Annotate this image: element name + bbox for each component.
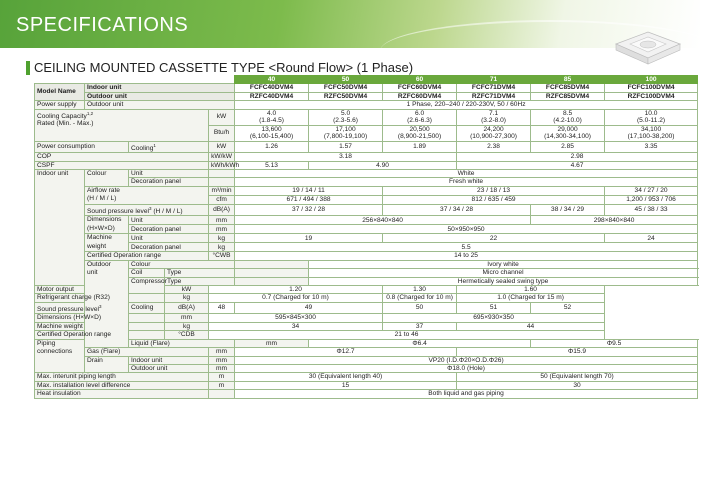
power-value: 3.35 [605, 141, 698, 153]
indoor-colour-value: White [235, 170, 698, 178]
weight-value: 19 [235, 234, 383, 243]
indoor-colour-unit-row [35, 170, 698, 178]
power-value: 1.26 [235, 141, 309, 153]
indoor-model: FCFC100DVM4 [605, 84, 698, 92]
refrigerant-value: 0.8 (Charged for 10 m) [383, 294, 457, 302]
max-piping-row [35, 373, 698, 381]
heat-insulation-row [35, 390, 698, 398]
deco-panel-label: Decoration panel [129, 243, 209, 252]
header-banner [0, 0, 700, 48]
unit-cdb: °CDB [165, 331, 209, 339]
outdoor-cert-row [35, 331, 698, 339]
capacity-btu: 17,100 (7,800-19,100) [309, 125, 383, 141]
heading-accent-bar [26, 61, 30, 75]
unit-kw: kW [209, 141, 235, 153]
panel-dim-value: 50×950×950 [235, 225, 698, 234]
outdoor-weight-row [35, 322, 698, 330]
airflow-cfm-value: 671 / 494 / 388 [235, 195, 383, 204]
unit-mm: mm [165, 314, 209, 322]
capacity-header-row [35, 76, 698, 84]
machine-weight-label: Machine weight [85, 234, 129, 252]
refrigerant-label: Refrigerant charge (R32) [35, 294, 165, 302]
cop-row [35, 153, 698, 161]
power-supply-value: 1 Phase, 220–240 / 220-230V, 50 / 60Hz [235, 101, 698, 109]
coil-label: Coil [129, 269, 165, 277]
capacity-btu: 13,600 (6,100-15,400) [235, 125, 309, 141]
outdoor-dim-value: 595×845×300 [209, 314, 383, 322]
unit-label: Unit [129, 234, 209, 243]
outdoor-unit-group-label: Outdoor unit [85, 260, 129, 347]
motor-output-label: Motor output [35, 286, 129, 294]
indoor-spl-label: Sound pressure level$^3$ (H / M / L) [85, 204, 209, 216]
indoor-model: FCFC40DVM4 [235, 84, 309, 92]
unit-mm: mm [209, 225, 235, 234]
indoor-model: FCFC50DVM4 [309, 84, 383, 92]
outdoor-weight-value: 37 [383, 322, 457, 330]
capacity-btu: 29,000 (14,300-34,100) [531, 125, 605, 141]
unit-mm: mm [209, 356, 235, 364]
spl-value: 37 / 34 / 28 [383, 204, 531, 216]
airflow-value: 19 / 14 / 11 [235, 186, 383, 195]
deco-panel-label: Decoration panel [129, 225, 209, 234]
drain-outdoor-row [35, 364, 698, 372]
weight-value: 24 [605, 234, 698, 243]
drain-indoor-row [35, 356, 698, 364]
capacity-kw: 6.0 (2.6-6.3) [383, 109, 457, 125]
indoor-model: FCFC60DVM4 [383, 84, 457, 92]
outdoor-spl-value: 52 [531, 302, 605, 314]
unit-cfm: cfm [209, 195, 235, 204]
power-value: 1.89 [383, 141, 457, 153]
unit-dba: dB(A) [165, 302, 209, 314]
gas-value: Φ15.9 [457, 348, 698, 356]
cap-header: 50 [309, 76, 383, 84]
motor-value: 1.60 [457, 286, 605, 294]
unit-label: Unit [129, 170, 209, 178]
indoor-unit-group-label: Indoor unit [35, 170, 85, 286]
outdoor-model: RZFC71DVM4 [457, 92, 531, 100]
cap-header: 60 [383, 76, 457, 84]
outdoor-model-row [35, 92, 698, 100]
heat-insulation-label: Heat insulation [35, 390, 209, 398]
outdoor-spl-value: 51 [457, 302, 531, 314]
dims-label: Dimensions (H×W×D) [85, 216, 129, 234]
unit-mm: mm [235, 339, 309, 347]
power-value: 2.85 [531, 141, 605, 153]
outdoor-spl-row [35, 302, 698, 314]
outdoor-model: RZFC50DVM4 [309, 92, 383, 100]
indoor-cert-row [35, 252, 698, 260]
indoor-dim-panel-row [35, 225, 698, 234]
outdoor-dim-value: 695×930×350 [383, 314, 605, 322]
outdoor-model: RZFC85DVM4 [531, 92, 605, 100]
cspf-unit: kWh/kWh [209, 161, 235, 169]
unit-label: Unit [129, 216, 209, 225]
airflow-label: Airflow rate (H / M / L) [85, 186, 209, 204]
panel-weight-value: 5.5 [235, 243, 698, 252]
outdoor-dims-label: Dimensions (H×W×D) [35, 314, 165, 322]
cooling-label: Cooling [129, 302, 165, 314]
power-consumption-label: Power consumption [35, 141, 129, 153]
airflow-cfm-value: 812 / 635 / 459 [383, 195, 605, 204]
capacity-btu: 20,500 (8,900-21,500) [383, 125, 457, 141]
compressor-label: Compressor [129, 277, 165, 294]
max-piping-value: 30 (Equivalent length 40) [235, 373, 457, 381]
cspf-value: 4.67 [457, 161, 698, 169]
outdoor-spl-value: 49 [235, 302, 383, 314]
drain-indoor-label: Indoor unit [129, 356, 209, 364]
max-level-value: 30 [457, 381, 698, 389]
gas-value: Φ12.7 [235, 348, 457, 356]
liquid-label: Liquid (Flare) [129, 339, 235, 347]
cert-range-value: 14 to 25 [235, 252, 698, 260]
capacity-kw: 8.5 (4.2-10.0) [531, 109, 605, 125]
unit-mm: mm [209, 216, 235, 225]
unit-kg: kg [209, 234, 235, 243]
unit-m: m [209, 381, 235, 389]
drain-outdoor-value: Φ18.0 (Hole) [235, 364, 698, 372]
cap-header: 40 [235, 76, 309, 84]
gas-label: Gas (Flare) [85, 348, 209, 356]
outdoor-model: RZFC100DVM4 [605, 92, 698, 100]
power-value: 2.38 [457, 141, 531, 153]
unit-mm: mm [209, 364, 235, 372]
cooling-capacity-kw-row [35, 109, 698, 125]
indoor-model: FCFC85DVM4 [531, 84, 605, 92]
spl-value: 45 / 38 / 33 [605, 204, 698, 216]
unit-kg: kg [209, 243, 235, 252]
cspf-row [35, 161, 698, 169]
dim-value: 298×840×840 [531, 216, 698, 225]
cop-value: 2.98 [457, 153, 698, 161]
outdoor-model: RZFC60DVM4 [383, 92, 457, 100]
dim-value: 256×840×840 [235, 216, 531, 225]
indoor-spl-row [35, 204, 698, 216]
outdoor-cert-value: 21 to 46 [209, 331, 605, 339]
indoor-weight-unit-row [35, 234, 698, 243]
unit-cwb: °CWB [209, 252, 235, 260]
liquid-value: Φ6.4 [309, 339, 531, 347]
drain-indoor-value: VP20 (I.D.Φ20×O.D.Φ26) [235, 356, 698, 364]
cspf-label: CSPF [35, 161, 209, 169]
spec-table [34, 75, 698, 399]
outdoor-colour-label: Colour [129, 260, 235, 268]
unit-kg: kg [165, 294, 209, 302]
piping-group-label: Piping connections [35, 339, 85, 373]
compressor-type-row [35, 277, 698, 285]
power-consumption-sub: Cooling$^1$ [129, 141, 209, 153]
unit-m: m [209, 373, 235, 381]
power-consumption-row [35, 141, 698, 153]
unit-btu: Btu/h [209, 125, 235, 141]
liquid-row [35, 339, 698, 347]
refrigerant-value: 1.0 (Charged for 15 m) [457, 294, 605, 302]
indoor-model: FCFC71DVM4 [457, 84, 531, 92]
outdoor-spl-value: 48 [209, 302, 235, 314]
airflow-cfm-value: 1,200 / 953 / 706 [605, 195, 698, 204]
cassette-unit-image [612, 26, 684, 70]
max-piping-label: Max. interunit piping length [35, 373, 209, 381]
unit-m3min: m³/min [209, 186, 235, 195]
drain-label: Drain [85, 356, 129, 373]
outdoor-weight-value: 44 [457, 322, 605, 330]
outdoor-spl-value: 50 [383, 302, 457, 314]
outdoor-cert-label: Certified Operation range [35, 331, 165, 339]
spl-value: 37 / 32 / 28 [235, 204, 383, 216]
unit-kw: kW [165, 286, 209, 294]
cooling-capacity-label: Cooling Capacity$^{1,2}$ Rated (Min. - Max.) [35, 109, 209, 141]
outdoor-model: RZFC40DVM4 [235, 92, 309, 100]
capacity-kw: 7.1 (3.2-8.0) [457, 109, 531, 125]
model-name-label: Model Name [35, 84, 85, 101]
indoor-weight-panel-row [35, 243, 698, 252]
power-value: 1.57 [309, 141, 383, 153]
max-piping-value: 50 (Equivalent length 70) [457, 373, 698, 381]
outdoor-spl-label: Sound pressure level$^3$ [35, 302, 129, 314]
motor-value: 1.20 [209, 286, 383, 294]
power-supply-row [35, 101, 698, 109]
heat-insulation-value: Both liquid and gas piping [235, 390, 698, 398]
outdoor-weight-label: Machine weight [35, 322, 165, 330]
refrigerant-row [35, 294, 698, 302]
coil-row [35, 269, 698, 277]
airflow-value: 34 / 27 / 20 [605, 186, 698, 195]
unit-kw: kW [209, 109, 235, 125]
unit-mm: mm [209, 348, 235, 356]
cspf-value: 5.13 [235, 161, 309, 169]
refrigerant-value: 0.7 (Charged for 10 m) [209, 294, 383, 302]
outdoor-unit-label: Outdoor unit [85, 92, 235, 100]
banner-title: SPECIFICATIONS [16, 14, 189, 36]
capacity-kw: 10.0 (5.0-11.2) [605, 109, 698, 125]
colour-label: Colour [85, 170, 129, 187]
cop-value: 3.18 [235, 153, 457, 161]
airflow-value: 23 / 18 / 13 [383, 186, 605, 195]
capacity-kw: 4.0 (1.8-4.5) [235, 109, 309, 125]
drain-outdoor-label: Outdoor unit [129, 364, 209, 372]
airflow-m3-row [35, 186, 698, 195]
indoor-colour-panel-row [35, 178, 698, 186]
type-label: Type [165, 269, 235, 277]
section-title: CEILING MOUNTED CASSETTE TYPE <Round Flow> (1 Phase) [34, 60, 414, 75]
unit-kg: kg [165, 322, 209, 330]
cert-range-label: Certified Operation range [85, 252, 209, 260]
outdoor-dims-row [35, 314, 698, 322]
cop-unit: kW/kW [209, 153, 235, 161]
cop-label: COP [35, 153, 209, 161]
max-level-label: Max. installation level difference [35, 381, 209, 389]
type-label: Type [165, 277, 235, 285]
cap-header: 71 [457, 76, 531, 84]
capacity-kw: 5.0 (2.3-5.6) [309, 109, 383, 125]
outdoor-weight-value: 34 [209, 322, 383, 330]
spl-value: 38 / 34 / 29 [531, 204, 605, 216]
compressor-value: Hermetically sealed swing type [309, 277, 698, 285]
capacity-btu: 34,100 (17,100-38,200) [605, 125, 698, 141]
deco-panel-label: Decoration panel [129, 178, 209, 186]
indoor-unit-label: Indoor unit [85, 84, 235, 92]
cap-header: 100 [605, 76, 698, 84]
power-supply-label: Power supply [35, 101, 85, 109]
indoor-model-row [35, 84, 698, 92]
outdoor-colour-value: Ivory white [309, 260, 698, 268]
unit-dba: dB(A) [209, 204, 235, 216]
liquid-value: Φ9.5 [531, 339, 698, 347]
capacity-btu: 24,200 (10,900-27,300) [457, 125, 531, 141]
coil-value: Micro channel [309, 269, 698, 277]
motor-value: 1.30 [383, 286, 457, 294]
cap-header: 85 [531, 76, 605, 84]
outdoor-colour-row [35, 260, 698, 268]
gas-row [35, 348, 698, 356]
max-level-row [35, 381, 698, 389]
indoor-dim-unit-row [35, 216, 698, 225]
cspf-value: 4.90 [309, 161, 457, 169]
weight-value: 22 [383, 234, 605, 243]
max-level-value: 15 [235, 381, 457, 389]
panel-colour-value: Fresh white [235, 178, 698, 186]
power-supply-sub: Outdoor unit [85, 101, 235, 109]
